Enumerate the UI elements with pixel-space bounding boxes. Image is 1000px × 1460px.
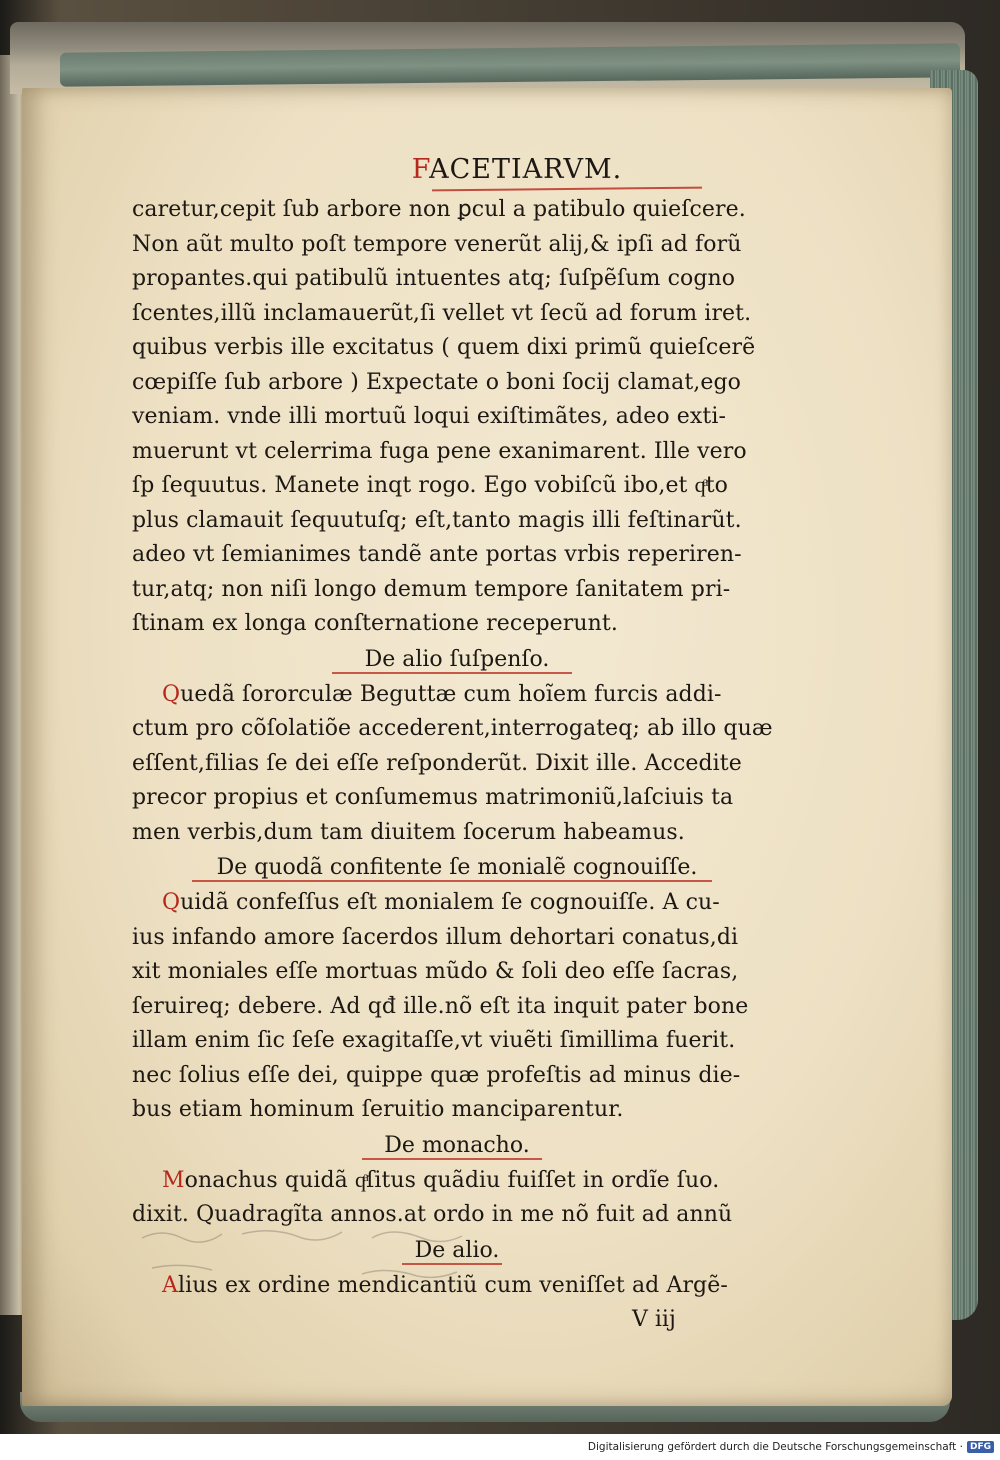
section-heading-2-text: De alio ſuſpenſo. bbox=[364, 646, 550, 672]
line-text: uidã confeſſus eſt monialem ſe cognouiſſe. A cu- bbox=[180, 890, 720, 915]
running-head-rest: ACETIARVM. bbox=[429, 154, 623, 185]
text-line: Non aũt multo poſt tempore venerũt alij,& ipſi ad forũ bbox=[132, 231, 742, 257]
running-head-rule bbox=[432, 187, 702, 192]
text-line: ſtinam ex longa conſternatione receperunt. bbox=[132, 611, 618, 636]
text-line: xit moniales eſſe mortuas mũdo & ſoli deo eſſe ſacras, bbox=[132, 959, 739, 984]
text-line: veniam. vnde illi mortuũ loqui exiſtimãtes, adeo exti- bbox=[132, 404, 726, 429]
text-line: ſp ſequutus. Manete inqt rogo. Ego vobiſcũ ibo,et qͣto bbox=[132, 473, 728, 498]
section-heading-3-text: De quodã confitente ſe monialẽ cognouiſſe. bbox=[216, 855, 698, 880]
text-line: quibus verbis ille excitatus ( quem dixi primũ quieſcerẽ bbox=[132, 335, 756, 360]
text-line: precor propius et conſumemus matrimoniũ,laſciuis ta bbox=[132, 785, 734, 810]
text-line: caretur,cepit ſub arbore non ꝑcul a patibulo quieſcere. bbox=[132, 197, 746, 222]
left-page-edge bbox=[0, 55, 24, 1315]
text-block bbox=[132, 154, 782, 1337]
footer bbox=[520, 1434, 1000, 1460]
text-line: dixit. Quadragĩta annos.at ordo in me nõ fuit ad annũ bbox=[132, 1202, 733, 1227]
paragraph-2 bbox=[132, 678, 782, 851]
text-line: propantes.qui patibulũ intuentes atq; ſuſpẽſum cogno bbox=[132, 266, 736, 291]
pencil-marginalia bbox=[132, 1208, 472, 1288]
signature-mark: V iij bbox=[632, 1307, 676, 1332]
rubricated-initial: Q bbox=[162, 890, 181, 915]
text-line: ſcentes,illũ inclamauerũt,ſi vellet vt ſecũ ad forum iret. bbox=[132, 300, 752, 326]
paragraph-3 bbox=[132, 886, 782, 1128]
section-heading-2 bbox=[132, 642, 782, 678]
text-line: plus clamauit ſequutuſq; eſt,tanto magis illi feſtinarũt. bbox=[132, 507, 742, 533]
text-line: ſeruireq; debere. Ad qđ ille.nõ eſt ita inquit pater bone bbox=[132, 993, 749, 1019]
rubricated-initial: A bbox=[162, 1272, 178, 1298]
text-line bbox=[132, 678, 782, 713]
line-text: uedã ſororculæ Beguttæ cum hoĩem furcis addi- bbox=[180, 681, 722, 707]
text-line: adeo vt ſemianimes tandẽ ante portas vrbis reperiren- bbox=[132, 542, 742, 567]
text-line: eſſent,filias ſe dei eſſe reſponderũt. Dixit ille. Accedite bbox=[132, 750, 742, 776]
text-line: cœpiſſe ſub arbore ) Expectate o boni ſocij clamat,ego bbox=[132, 369, 742, 395]
section-4-underline bbox=[362, 1158, 542, 1160]
paragraph-1 bbox=[132, 193, 782, 642]
text-line bbox=[132, 886, 782, 921]
section-2-underline bbox=[332, 672, 572, 674]
dfg-logo: DFG bbox=[967, 1441, 994, 1453]
rubricated-initial: Q bbox=[162, 681, 181, 707]
text-line: illam enim ſic ſeſe exagitaſſe,vt viuẽti ſimillima fuerit. bbox=[132, 1028, 736, 1053]
running-head bbox=[132, 154, 782, 185]
text-line: ius infando amore ſacerdos illum dehortari conatus,di bbox=[132, 924, 739, 950]
line-text: onachus quidã qͣſitus quãdiu fuiſſet in ordĩe ſuo. bbox=[184, 1167, 720, 1193]
text-line: bus etiam hominum ſeruitio manciparentur. bbox=[132, 1097, 624, 1122]
text-line: men verbis,dum tam diuitem ſocerum habeamus. bbox=[132, 819, 685, 845]
section-heading-5-text: De alio. bbox=[414, 1237, 500, 1263]
section-heading-4 bbox=[132, 1128, 782, 1164]
page bbox=[22, 88, 952, 1406]
section-heading-3 bbox=[132, 850, 782, 886]
text-line: ctum pro cõſolatiõe accederent,interrogateq; ab illo quæ bbox=[132, 716, 773, 741]
line-text: lius ex ordine mendicantiũ cum veniſſet ad Argẽ- bbox=[178, 1272, 728, 1298]
running-head-initial: F bbox=[411, 154, 430, 185]
text-line bbox=[132, 1164, 782, 1199]
text-line: nec ſolius eſſe dei, quippe quæ profeſtis ad minus die- bbox=[132, 1062, 741, 1088]
rubricated-initial: M bbox=[162, 1167, 185, 1193]
text-line: muerunt vt celerrima fuga pene exanimarent. Ille vero bbox=[132, 438, 747, 464]
footer-text: Digitalisierung gefördert durch die Deutsche Forschungsgemeinschaft · bbox=[587, 1441, 963, 1453]
section-3-underline bbox=[192, 880, 712, 882]
text-line: tur,atq; non niſi longo demum tempore ſanitatem pri- bbox=[132, 576, 731, 602]
section-heading-4-text: De monacho. bbox=[384, 1132, 530, 1158]
